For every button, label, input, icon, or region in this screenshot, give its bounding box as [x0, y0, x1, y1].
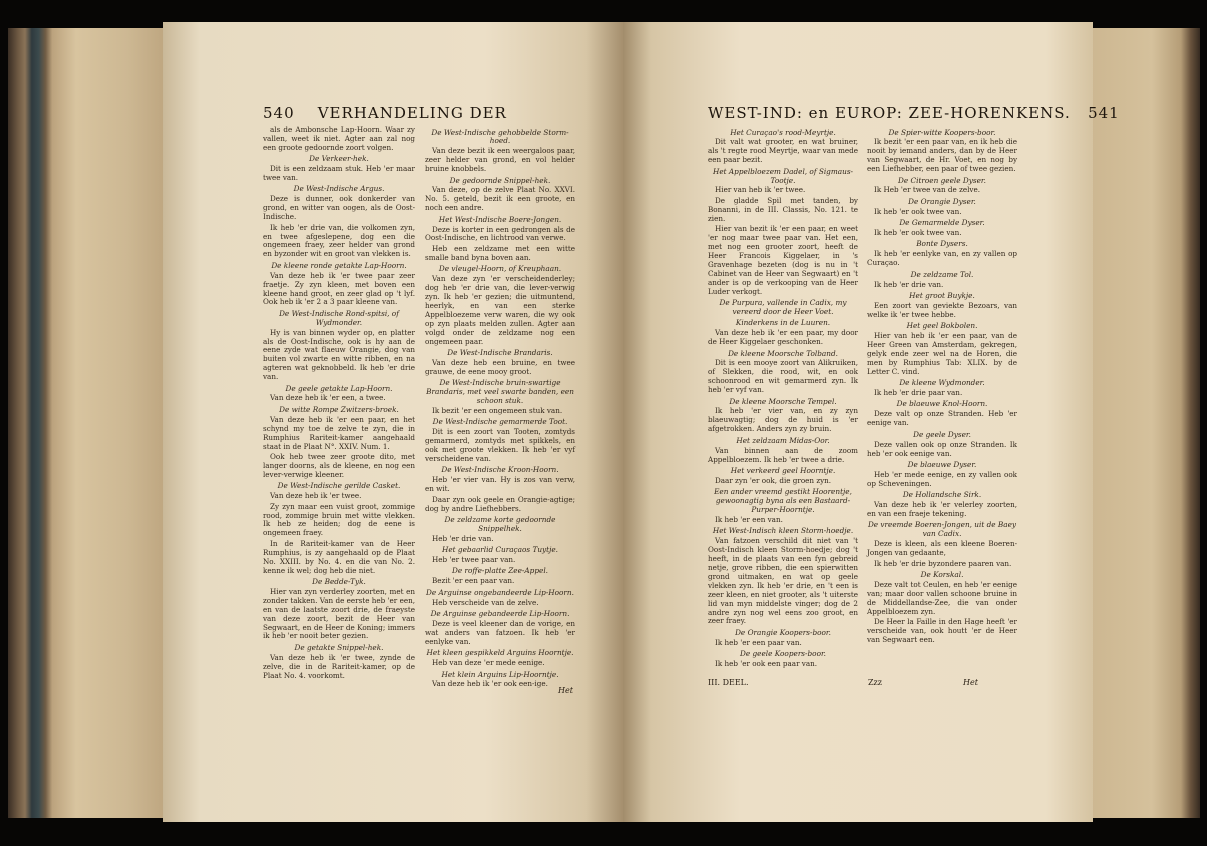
entry-paragraph: Heb 'er mede eenige, en zy vallen ook op Scheveningen.: [867, 469, 1017, 488]
entry-heading: Het gebaarlid Curaçaos Tuytje.: [442, 545, 558, 555]
entry-heading: De getakte Snippel-hek.: [294, 642, 384, 652]
entry-heading: Het Curaçao's rood-Meyrtje.: [730, 127, 836, 137]
entry-paragraph: als de Ambonsche Lap-Hoorn. Waar zy vallen, weet ik niet. Agter aan zal nog een groote gedoornde zoort volgen.: [263, 125, 415, 152]
entry-heading: Het zeldzaam Midas-Oor.: [736, 435, 830, 445]
entry-heading: Kinderkens in de Luuren.: [735, 318, 831, 328]
entry-heading: De Korskal.: [920, 569, 964, 579]
entry-heading: Het groot Buykje.: [909, 291, 975, 300]
right-page: [623, 22, 1120, 822]
entry-paragraph: Deze is korter in een gedrongen als de Oost-Indische, en lichtrood van verwe.: [425, 224, 575, 243]
entry-paragraph: Ik heb 'er eenlyke van, en zy vallen op Curaçao.: [867, 249, 1017, 268]
entry-paragraph: Van deze heb ik 'er twee.: [270, 491, 362, 501]
entry-paragraph: Heb verscheide van de zelve.: [432, 597, 539, 607]
entry-paragraph: Van deze heb een bruine, en twee grauwe, de eene mooy groot.: [425, 357, 575, 376]
entry-paragraph: Zy zyn maar een vuist groot, zommige rood, zommige bruin met witte vlekken. Ik heb ze heiden; dog de eene is ongemeen fraey.: [263, 501, 415, 538]
entry-paragraph: Daar zyn 'er ook, die groen zyn.: [715, 475, 832, 485]
entry-heading: De Spier-witte Koopers-boor.: [888, 127, 996, 137]
left-page-number: 540: [263, 104, 295, 122]
entry-heading: De Hollandsche Sirk.: [902, 490, 982, 500]
right-col-2: [867, 126, 1017, 646]
entry-paragraph: Ik heb 'er ook twee van.: [874, 228, 962, 238]
entry-heading: De zeldzame Tol.: [910, 269, 974, 279]
entry-heading: Het kleen gespikkeld Arguins Hoorntje.: [426, 648, 574, 658]
left-col-1: [263, 126, 415, 682]
entry-heading: De Citroen geele Dyser.: [898, 175, 986, 185]
left-cover-edge: [8, 28, 178, 818]
entry-paragraph: Van deze heb ik 'er twee, zynde de zelve, die in de Rariteit-kamer, op de Plaat No. 4. voorkomt.: [263, 652, 415, 680]
volume-footer: III. DEEL.: [708, 678, 749, 687]
entry-paragraph: Heb een zeldzame met een witte smalle band byna boven aan.: [425, 243, 575, 262]
entry-paragraph: Ik heb 'er drie byzondere paaren van.: [874, 558, 1012, 568]
entry-paragraph: Deze is kleen, als een kleene Boeren-Jongen van gedaante,: [867, 539, 1017, 558]
right-catchword: Het: [963, 678, 978, 687]
entry-paragraph: Van fatzoen verschild dit niet van 't Oost-Indisch kleen Storm-hoedje; dog 't heeft, in de plaats van een fyn gebreid netje, grove ribben, die een spierwitten grond uitmaken, en wat op geele vlekken zyn. Ik heb 'er drie, en 't een is zeer kleen, en niet grooter, als 't uiterste lid van myn middelste vinger; dog de 2 andre zyn nog wel eens zoo groot, en zeer fraey.: [708, 536, 858, 626]
right-head-title: WEST-IND: en EUROP: ZEE-HORENKENS.: [708, 104, 1071, 122]
entry-paragraph: Heb 'er vier van. Hy is zos van verw, en wit.: [425, 475, 575, 494]
entry-heading: De gedoornde Snippel-hek.: [449, 175, 551, 185]
entry-paragraph: Ik bezit 'er een paar van, en ik heb die nooit by iemand anders, dan by de Heer van Segwaart, de Hr. Voet, en nog by een Liefhebber, een paar of twee gezien.: [867, 137, 1017, 174]
entry-paragraph: Hier van heb ik 'er een paar, van de Heer Green van Amsterdam, gekregen, gelyk ende zeer wel na de Horen, die men by Rumphius Tab: XLIX. by de Letter C. vind.: [867, 331, 1017, 376]
entry-heading: Het geel Bokbolen.: [906, 321, 978, 331]
left-page: [163, 22, 623, 822]
entry-heading: De roffe-platte Zee-Appel.: [452, 566, 548, 576]
entry-heading: Het verkeerd geel Hoorntje.: [730, 465, 836, 475]
entry-paragraph: Van deze bezit ik een weergaloos paar, zeer helder van grond, en vol helder bruine knobbels.: [425, 146, 575, 174]
entry-paragraph: Ik heb 'er drie paar van.: [874, 388, 963, 398]
entry-paragraph: Deze is dunner, ook donkerder van grond, en witter van oogen, als de Oost-Indische.: [263, 194, 415, 222]
entry-paragraph: Ik heb 'er vier van, en zy zyn blaeuwagtig; dog de huid is 'er afgetrokken. Anders zyn zy bruin.: [708, 406, 858, 434]
entry-heading: De zeldzame korte gedoornde Snippelhek.: [444, 514, 556, 533]
open-book: [8, 22, 1200, 822]
entry-paragraph: Ik heb 'er ook twee van.: [874, 206, 962, 216]
entry-heading: De West-Indische Kroon-Hoorn.: [441, 465, 559, 475]
entry-paragraph: Van deze heb ik 'er een paar, my door de Heer Kiggelaer geschonken.: [708, 328, 858, 347]
entry-heading: De kleene Moorsche Tolband.: [728, 348, 838, 358]
right-col-1: [708, 126, 858, 671]
entry-paragraph: Deze is veel kleener dan de vorige, en wat anders van fatzoen. Ik heb 'er eenlyke van.: [425, 619, 575, 646]
entry-heading: De Verkeer-hek.: [309, 154, 369, 164]
entry-paragraph: In de Rariteit-kamer van de Heer Rumphius, is zy aangehaald op de Plaat No. XXIII. by No. 4. en die van No. 2. kenne ik wel; dog heb die niet.: [263, 538, 415, 575]
entry-paragraph: Dit is een zoort van Tooten, zomtyds gemarmerd, zomtyds met spikkels, en ook met groote vlekken. Ik heb 'er vyf verscheidene van.: [425, 427, 575, 463]
entry-paragraph: Heb 'er drie van.: [432, 533, 494, 543]
entry-heading: De kleene ronde getakte Lap-Hoorn.: [271, 260, 407, 270]
entry-heading: De geele Dyser.: [913, 429, 971, 439]
entry-paragraph: Deze valt tot Ceulen, en heb 'er eenige van; maar door vallen schoone bruine in de Middellandse-Zee, die van onder Appelbloezem zyn.: [867, 579, 1017, 616]
entry-heading: De West-Indische Brandaris.: [447, 347, 553, 357]
entry-paragraph: De gladde Spil met tanden, by Bonanni, in de III. Classis, No. 121. te zien.: [708, 195, 858, 223]
entry-paragraph: Daar zyn ook geele en Orangie-agtige; dog by andre Liefhebbers.: [425, 494, 575, 513]
entry-paragraph: Heb van deze 'er mede eenige.: [432, 658, 545, 668]
entry-paragraph: Dit valt wat grooter, en wat bruiner, als 't regte rood Meyrtje, waar van mede een paar bezit.: [708, 137, 858, 165]
entry-paragraph: Hy is van binnen wyder op, en platter als de Oost-Indische, ook is hy aan de eene zyde wat flaeuw Orangie, dog van buiten vol zwarte en witte ribben, en na agteren wat geknobbeld. Ik heb 'er drie van.: [263, 327, 415, 382]
entry-heading: De Orangie Dyser.: [908, 196, 976, 206]
entry-paragraph: Ik Heb 'er twee van de zelve.: [874, 185, 981, 195]
entry-heading: De Purpura, vallende in Cadix, my vereerd door de Heer Voet.: [719, 298, 847, 316]
entry-paragraph: De Heer la Faille in den Hage heeft 'er verscheide van, ook houtt 'er de Heer van Segwaart een.: [867, 617, 1017, 644]
entry-heading: De geele getakte Lap-Hoorn.: [285, 383, 393, 393]
entry-paragraph: Ik heb 'er een van.: [715, 514, 783, 524]
left-catchword: Het: [558, 686, 573, 695]
entry-heading: De West-Indische Argus.: [293, 184, 385, 194]
entry-paragraph: Bezit 'er een paar van.: [432, 576, 515, 586]
entry-heading: De West-Indische bruin-swartige Brandaris, met veel swarte banden, een schoon stuk.: [426, 378, 574, 405]
entry-heading: De blaeuwe Knol-Hoorn.: [896, 399, 988, 409]
entry-paragraph: Van deze heb ik 'er twee paar zeer fraetje. Zy zyn kleen, met boven een kleene hand groot, en zeer glad op 't lyf. Ook heb ik 'er 2 a 3 paar kleene van.: [263, 270, 415, 307]
entry-paragraph: Hier van bezit ik 'er een paar, en weet 'er nog maar twee paar van. Het een, met nog een grooter zoort, heeft de Heer Francois Kiggelaer, in 's Gravenhage bezeten (dog is nu in 't Cabinet van de Heer van Segwaart) en 't ander is op de verkooping van de Heer Luder verkogt.: [708, 224, 858, 296]
entry-paragraph: Ook heb twee zeer groote dito, met langer doorns, als de kleene, en nog een lever-verwige kleener.: [263, 452, 415, 479]
entry-paragraph: Ik heb 'er ook een paar van.: [715, 659, 818, 669]
entry-paragraph: Dit is een mooye zoort van Alikruiken, of Slekken, die rood, wit, en ook schoonrood en wit gemarmerd zyn. Ik heb 'er vyf van.: [708, 358, 858, 395]
entry-paragraph: Deze valt op onze Stranden. Heb 'er eenige van.: [867, 409, 1017, 428]
entry-paragraph: Van deze heb ik 'er een paar, en het schynd my toe de zelve te zyn, die in Rumphius Rariteit-kamer aangehaald staat in de Plaat N°. XXIV. Num. 1.: [263, 414, 415, 451]
entry-heading: De kleene Moorsche Tempel.: [729, 396, 837, 406]
entry-paragraph: Dit is een zeldzaam stuk. Heb 'er maar twee van.: [263, 164, 415, 183]
entry-paragraph: Hier van heb ik 'er twee.: [715, 185, 806, 195]
entry-paragraph: Ik heb 'er een paar van.: [715, 637, 802, 647]
entry-paragraph: Ik heb 'er drie van.: [874, 279, 944, 289]
entry-heading: De West-Indische gerilde Casket.: [277, 481, 401, 491]
signature-mark: Zzz: [868, 678, 882, 687]
entry-heading: De West-Indische Rond-spitsi, of Wydmonder.: [279, 308, 399, 327]
right-page-number: 541: [1088, 104, 1120, 122]
left-running-head: [263, 104, 507, 122]
entry-paragraph: Van binnen aan de zoom Appelbloezem. Ik heb 'er twee a drie.: [708, 445, 858, 464]
entry-heading: De kleene Wydmonder.: [899, 378, 985, 388]
entry-heading: De West-Indische gehobbelde Storm-hoed.: [431, 127, 569, 146]
entry-heading: Het West-Indisch kleen Storm-hoedje.: [712, 526, 854, 536]
entry-paragraph: Van deze zyn 'er verscheidenderley; dog heb 'er drie van, die lever-verwig zyn. Ik heb 'er gezien; die uitmuntend, heerlyk, en van een sterke Appelbloezeme verw waren, die wy ook op zyn plaats melden zullen. Agter aan volgd onder de zeldzame nog een ongemeen paar.: [425, 274, 575, 346]
entry-paragraph: Van deze heb ik 'er een, a twee.: [270, 393, 386, 403]
entry-heading: De vleugel-Hoorn, of Kreuphaan.: [438, 264, 562, 274]
entry-paragraph: Ik heb 'er drie van, die volkomen zyn, en twee afgeslepene, dog een die ongemeen fraey, zeer helder van grond en byzonder wit en groot van vlekken is.: [263, 222, 415, 259]
entry-heading: De Arguinse gebandeerde Lip-Hoorn.: [430, 609, 570, 619]
entry-heading: De Orangie Koopers-boor.: [735, 627, 831, 637]
right-cover-edge: [1080, 28, 1200, 818]
entry-heading: De blaeuwe Dyser.: [907, 459, 977, 469]
entry-heading: De Bedde-Tyk.: [312, 576, 366, 586]
entry-paragraph: Van deze heb ik 'er ook een-ige.: [432, 679, 548, 689]
entry-heading: De West-Indische gemarmerde Toot.: [432, 417, 568, 427]
entry-heading: Het klein Arguins Lip-Hoorntje.: [441, 669, 559, 679]
entry-paragraph: Deze vallen ook op onze Stranden. Ik heb 'er ook eenige van.: [867, 439, 1017, 458]
entry-paragraph: Ik bezit 'er een ongemeen stuk van.: [432, 405, 563, 415]
entry-heading: De geele Koopers-boor.: [740, 649, 826, 659]
entry-heading: De Gemarmelde Dyser.: [899, 218, 985, 228]
entry-heading: Het West-Indische Boere-Jongen.: [438, 214, 562, 224]
entry-heading: Een ander vreemd gestikt Hoorentje, gewoonagtig byna als een Bastaard-Purper-Hoorntje.: [714, 487, 852, 515]
right-running-head: [708, 104, 1120, 122]
entry-paragraph: Hier van zyn verderley zoorten, met en zonder takken. Van de eerste heb 'er een, en van de laatste zoort drie, de fraeyste van deze zoort, bezit de Heer van Segwaart, en de Heer de Koning; immers ik heb 'er nooit beter gezien.: [263, 586, 415, 641]
entry-heading: Het Appelbloezem Dadel, of Sigmaus-Tootje.: [712, 166, 854, 185]
left-head-title: VERHANDELING DER: [317, 104, 507, 122]
entry-heading: De vreemde Boeren-Jongen, uit de Baey van Cadix.: [867, 520, 1017, 539]
left-col-2: [425, 126, 575, 691]
entry-paragraph: Van deze, op de zelve Plaat No. XXVI. No. 5. geteld, bezit ik een groote, en noch een andre.: [425, 185, 575, 213]
entry-heading: De Arguinse ongebandeerde Lip-Hoorn.: [426, 587, 574, 597]
entry-heading: Bonte Dysers.: [916, 239, 968, 249]
entry-paragraph: Heb 'er twee paar van.: [432, 555, 516, 565]
entry-paragraph: Van deze heb ik 'er velerley zoorten, en van een fraeje tekening.: [867, 500, 1017, 518]
entry-heading: De witte Rompe Zwitzers-broek.: [279, 404, 399, 414]
entry-paragraph: Een zoort van geviekte Bezoars, van welke ik 'er twee hebbe.: [867, 300, 1017, 319]
